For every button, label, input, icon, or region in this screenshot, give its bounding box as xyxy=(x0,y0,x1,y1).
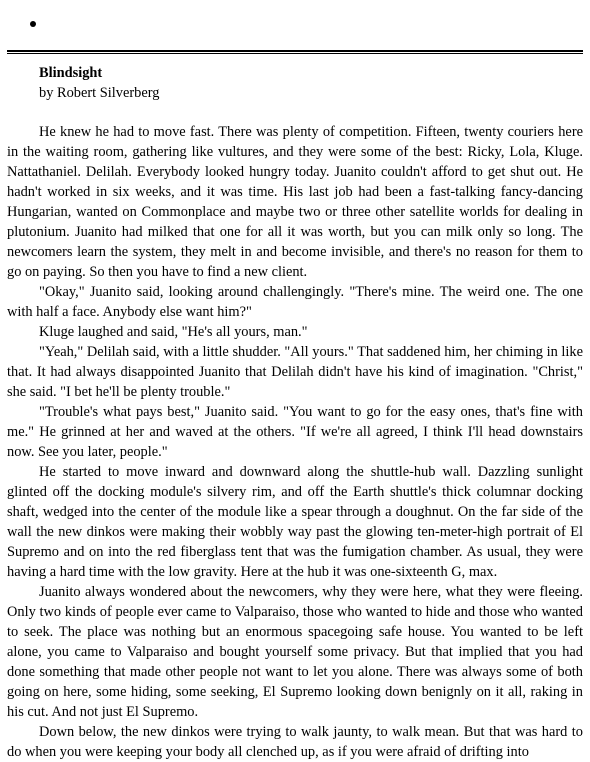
bullet-icon xyxy=(30,21,36,27)
story-content xyxy=(7,63,583,762)
horizontal-rule xyxy=(7,50,583,54)
story-paragraph: He knew he had to move fast. There was plenty of competition. Fifteen, twenty couriers here in the waiting room, gathering like vultures, and they were some of the best: Ricky, Lola, Kluge. Nattathaniel. Delilah. Everybody looked hungry today. Juanito couldn't afford to get shut out. He hadn't worked in six weeks, and it was time. His last job had been a fast-talking fancy-dancing Hungarian, wanted on Commonplace and maybe two or three other satellite worlds for dealing in plutonium. Juanito had milked that one for all it was worth, but you can milk only so long. The newcomers learn the system, they melt in and become invisible, and there's no reason for them to go on paying. So then you have to find a new client. xyxy=(7,124,583,280)
story-title: Blindsight xyxy=(39,65,103,81)
story-paragraph: "Yeah," Delilah said, with a little shudder. "All yours." That saddened him, her chiming in like that. It had always disappointed Juanito that Delilah didn't have his kind of imagination. "Christ," she said. "I bet he'll be plenty trouble." xyxy=(7,344,583,400)
list-bullet-row xyxy=(0,0,590,48)
story-paragraph: "Okay," Juanito said, looking around challengingly. "There's mine. The weird one. The one with half a face. Anybody else want him?" xyxy=(7,284,583,320)
story-paragraph: Down below, the new dinkos were trying to walk jaunty, to walk mean. But that was hard to do when you were keeping your body all clenched up, as if you were afraid of drifting into xyxy=(7,724,583,760)
story-paragraph: He started to move inward and downward along the shuttle-hub wall. Dazzling sunlight glinted off the docking module's silvery rim, and off the Earth shuttle's thick columnar docking shaft, wedged into the center of the module like a spear through a doughnut. On the far side of the wall the new dinkos were making their wobbly way past the glowing ten-meter-high portrait of El Supremo and on into the red fiberglass tent that was the fumigation chamber. As usual, they were having a hard time with the low gravity. Here at the hub it was one-sixteenth G, max. xyxy=(7,464,583,580)
story-paragraph: "Trouble's what pays best," Juanito said. "You want to go for the easy ones, that's fine with me." He grinned at her and waved at the others. "If we're all agreed, I think I'll head downstairs now. See you later, people." xyxy=(7,404,583,460)
story-byline: by Robert Silverberg xyxy=(39,85,160,101)
story-paragraph: Juanito always wondered about the newcomers, why they were here, what they were fleeing. Only two kinds of people ever came to Valparaiso, those who wanted to hide and those who wanted to seek. The place was nothing but an enormous spacegoing safe house. You wanted to be left alone, you came to Valparaiso and bought yourself some privacy. But that implied that you had done something that made other people not want to let you alone. There was always some of both going on here, some hiding, some seeking, El Supremo looking down benignly on it all, raking in his cut. And not just El Supremo. xyxy=(7,584,583,720)
story-paragraph: Kluge laughed and said, "He's all yours, man." xyxy=(39,324,308,340)
